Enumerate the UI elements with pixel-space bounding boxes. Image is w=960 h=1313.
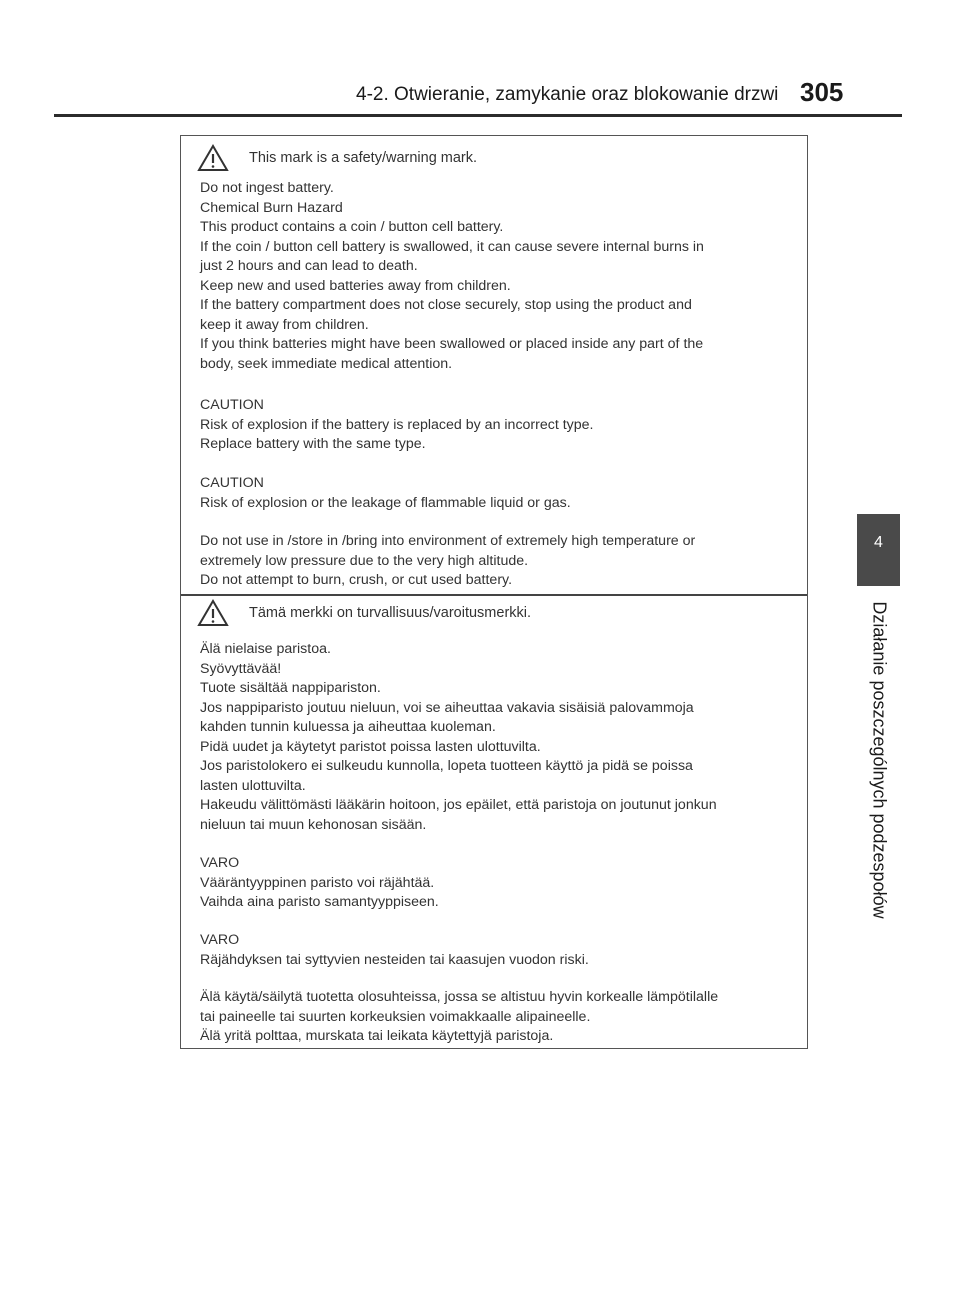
text-block [200, 532, 797, 591]
warning-triangle-icon [197, 599, 229, 627]
text-line: Hakeudu välittömästi lääkärin hoitoon, jos epäilet, että paristoja on joutunut jonkun [200, 797, 717, 813]
text-line: Vaihda aina paristo samantyyppiseen. [200, 894, 439, 910]
text-line: kahden tunnin kuluessa ja aiheuttaa kuoleman. [200, 719, 496, 735]
page-header-title: 4-2. Otwieranie, zamykanie oraz blokowanie drzwi [356, 84, 779, 105]
text-line: If the coin / button cell battery is swallowed, it can cause severe internal burns in [200, 238, 704, 255]
text-block [200, 988, 797, 1047]
text-line: Chemical Burn Hazard [200, 199, 343, 216]
text-line: keep it away from children. [200, 316, 369, 333]
text-line: Pidä uudet ja käytetyt paristot poissa lasten ulottuvilta. [200, 738, 541, 755]
text-line: extremely low pressure due to the very high altitude. [200, 552, 529, 569]
label-section-finnish [181, 594, 807, 1051]
text-line: Jos nappiparisto joutuu nieluun, voi se aiheuttaa vakavia sisäisiä palovammoja [200, 699, 694, 716]
text-line: Replace battery with the same type. [200, 436, 426, 452]
text-line: Älä käytä/säilytä tuotetta olosuhteissa, jossa se altistuu hyvin korkealle lämpötilalle [200, 989, 719, 1005]
text-line: CAUTION [200, 397, 264, 413]
warning-mark-text: Tämä merkki on turvallisuus/varoitusmerkki. [249, 605, 532, 621]
text-line: CAUTION [200, 475, 264, 491]
text-line: nieluun tai muun kehonosan sisään. [200, 816, 427, 833]
text-line: Keep new and used batteries away from children. [200, 277, 511, 294]
text-line: VARO [200, 932, 240, 948]
text-line: Tuote sisältää nappipariston. [200, 680, 381, 696]
text-line: Syövyttävää! [200, 660, 282, 677]
text-line: This product contains a coin / button cell battery. [200, 219, 504, 235]
text-line: Do not attempt to burn, crush, or cut used battery. [200, 572, 513, 588]
text-block [200, 179, 797, 374]
text-line: Risk of explosion or the leakage of flammable liquid or gas. [200, 494, 571, 511]
text-line: lasten ulottuvilta. [200, 777, 306, 794]
text-line: Do not use in /store in /bring into environment of extremely high temperature or [200, 533, 696, 549]
text-line: Jos paristolokero ei sulkeudu kunnolla, lopeta tuotteen käyttö ja pidä se poissa [200, 758, 693, 774]
warning-mark-row [197, 599, 531, 627]
page-number: 305 [800, 77, 844, 107]
text-block [200, 396, 797, 455]
warning-triangle-icon [197, 144, 229, 172]
battery-warning-label [180, 135, 808, 1049]
text-line: Räjähdyksen tai syttyvien nesteiden tai kaasujen vuodon riski. [200, 951, 589, 968]
text-line: If you think batteries might have been swallowed or placed inside any part of the [200, 336, 704, 352]
chapter-number: 4 [874, 534, 883, 551]
text-line: Vääräntyyppinen paristo voi räjähtää. [200, 874, 435, 891]
text-line: Älä nielaise paristoa. [200, 641, 331, 657]
chapter-tab [857, 514, 900, 586]
text-line: Do not ingest battery. [200, 180, 334, 196]
text-block [200, 854, 797, 913]
text-line: Älä yritä polttaa, murskata tai leikata käytettyjä paristoja. [200, 1028, 554, 1044]
text-line: Risk of explosion if the battery is replaced by an incorrect type. [200, 416, 594, 433]
warning-mark-row [197, 144, 477, 172]
chapter-side-label-text: Działanie poszczególnych podzespołów [869, 601, 890, 919]
warning-mark-text: This mark is a safety/warning mark. [249, 150, 478, 166]
text-line: body, seek immediate medical attention. [200, 355, 453, 372]
text-block [200, 474, 797, 513]
text-block [200, 640, 797, 835]
label-section-english [181, 136, 807, 592]
text-line: If the battery compartment does not close securely, stop using the product and [200, 297, 692, 313]
text-block [200, 931, 797, 970]
text-line: just 2 hours and can lead to death. [200, 258, 418, 274]
text-line: tai paineelle tai suurten korkeuksien voimakkaalle alipaineelle. [200, 1008, 591, 1025]
header-divider [54, 114, 902, 117]
text-line: VARO [200, 855, 240, 871]
